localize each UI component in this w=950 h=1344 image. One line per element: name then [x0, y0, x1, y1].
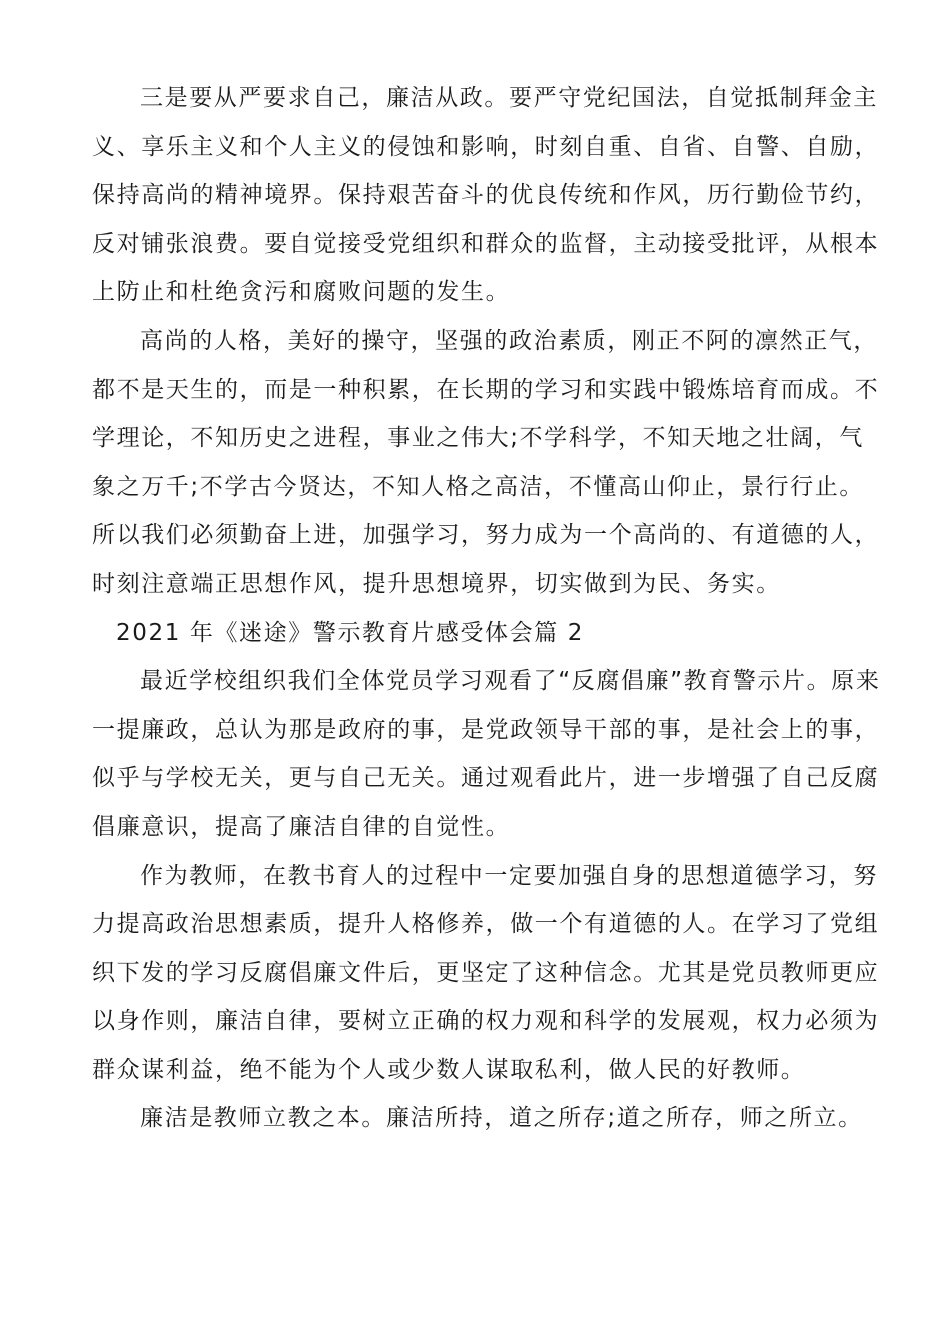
paragraph-4 — [92, 852, 880, 1095]
text-line: 都不是天生的，而是一种积累，在长期的学习和实践中锻炼培育而成。不 — [92, 376, 880, 403]
paragraph-3 — [92, 657, 881, 851]
text-line: 义、享乐主义和个人主义的侵蚀和影响，时刻自重、自省、自警、自励， — [92, 133, 880, 160]
text-line: 以身作则，廉洁自律，要树立正确的权力观和科学的发展观，权力必须为 — [92, 1008, 880, 1035]
text-line: 织下发的学习反腐倡廉文件后，更坚定了这种信念。尤其是党员教师更应 — [92, 959, 880, 986]
text-line: 最近学校组织我们全体党员学习观看了“反腐倡廉”教育警示片。原来 — [140, 668, 881, 695]
text-line: 保持高尚的精神境界。保持艰苦奋斗的优良传统和作风，历行勤俭节约， — [92, 182, 880, 209]
section-heading: 2021 年《迷途》警示教育片感受体会篇 2 — [116, 619, 584, 646]
paragraph-2 — [92, 317, 880, 609]
text-line: 所以我们必须勤奋上进，加强学习，努力成为一个高尚的、有道德的人， — [92, 522, 880, 549]
paragraph-5 — [92, 1094, 863, 1143]
text-line: 倡廉意识，提高了廉洁自律的自觉性。 — [92, 813, 511, 840]
text-line: 一提廉政，总认为那是政府的事，是党政领导干部的事，是社会上的事， — [92, 716, 880, 743]
paragraph-1 — [92, 74, 880, 317]
text-line: 时刻注意端正思想作风，提升思想境界，切实做到为民、务实。 — [92, 570, 781, 597]
text-line: 力提高政治思想素质，提升人格修养，做一个有道德的人。在学习了党组 — [92, 911, 880, 938]
text-line: 学理论，不知历史之进程，事业之伟大;不学科学，不知天地之壮阔，气 — [92, 425, 864, 452]
text-line: 群众谋利益，绝不能为个人或少数人谋取私利，做人民的好教师。 — [92, 1056, 806, 1083]
text-line: 上防止和杜绝贪污和腐败问题的发生。 — [92, 279, 511, 306]
text-line: 高尚的人格，美好的操守，坚强的政治素质，刚正不阿的凛然正气， — [140, 327, 878, 354]
text-line: 廉洁是教师立教之本。廉洁所持，道之所存;道之所存，师之所立。 — [140, 1105, 863, 1132]
text-line: 作为教师，在教书育人的过程中一定要加强自身的思想道德学习，努 — [140, 862, 878, 889]
text-line: 似乎与学校无关，更与自己无关。通过观看此片，进一步增强了自己反腐 — [92, 765, 880, 792]
document-body — [92, 74, 881, 1143]
text-line: 象之万千;不学古今贤达，不知人格之高洁，不懂高山仰止，景行行止。 — [92, 473, 864, 500]
text-line: 反对铺张浪费。要自觉接受党组织和群众的监督，主动接受批评，从根本 — [92, 230, 880, 257]
text-line: 三是要从严要求自己，廉洁从政。要严守党纪国法，自觉抵制拜金主 — [140, 85, 878, 111]
